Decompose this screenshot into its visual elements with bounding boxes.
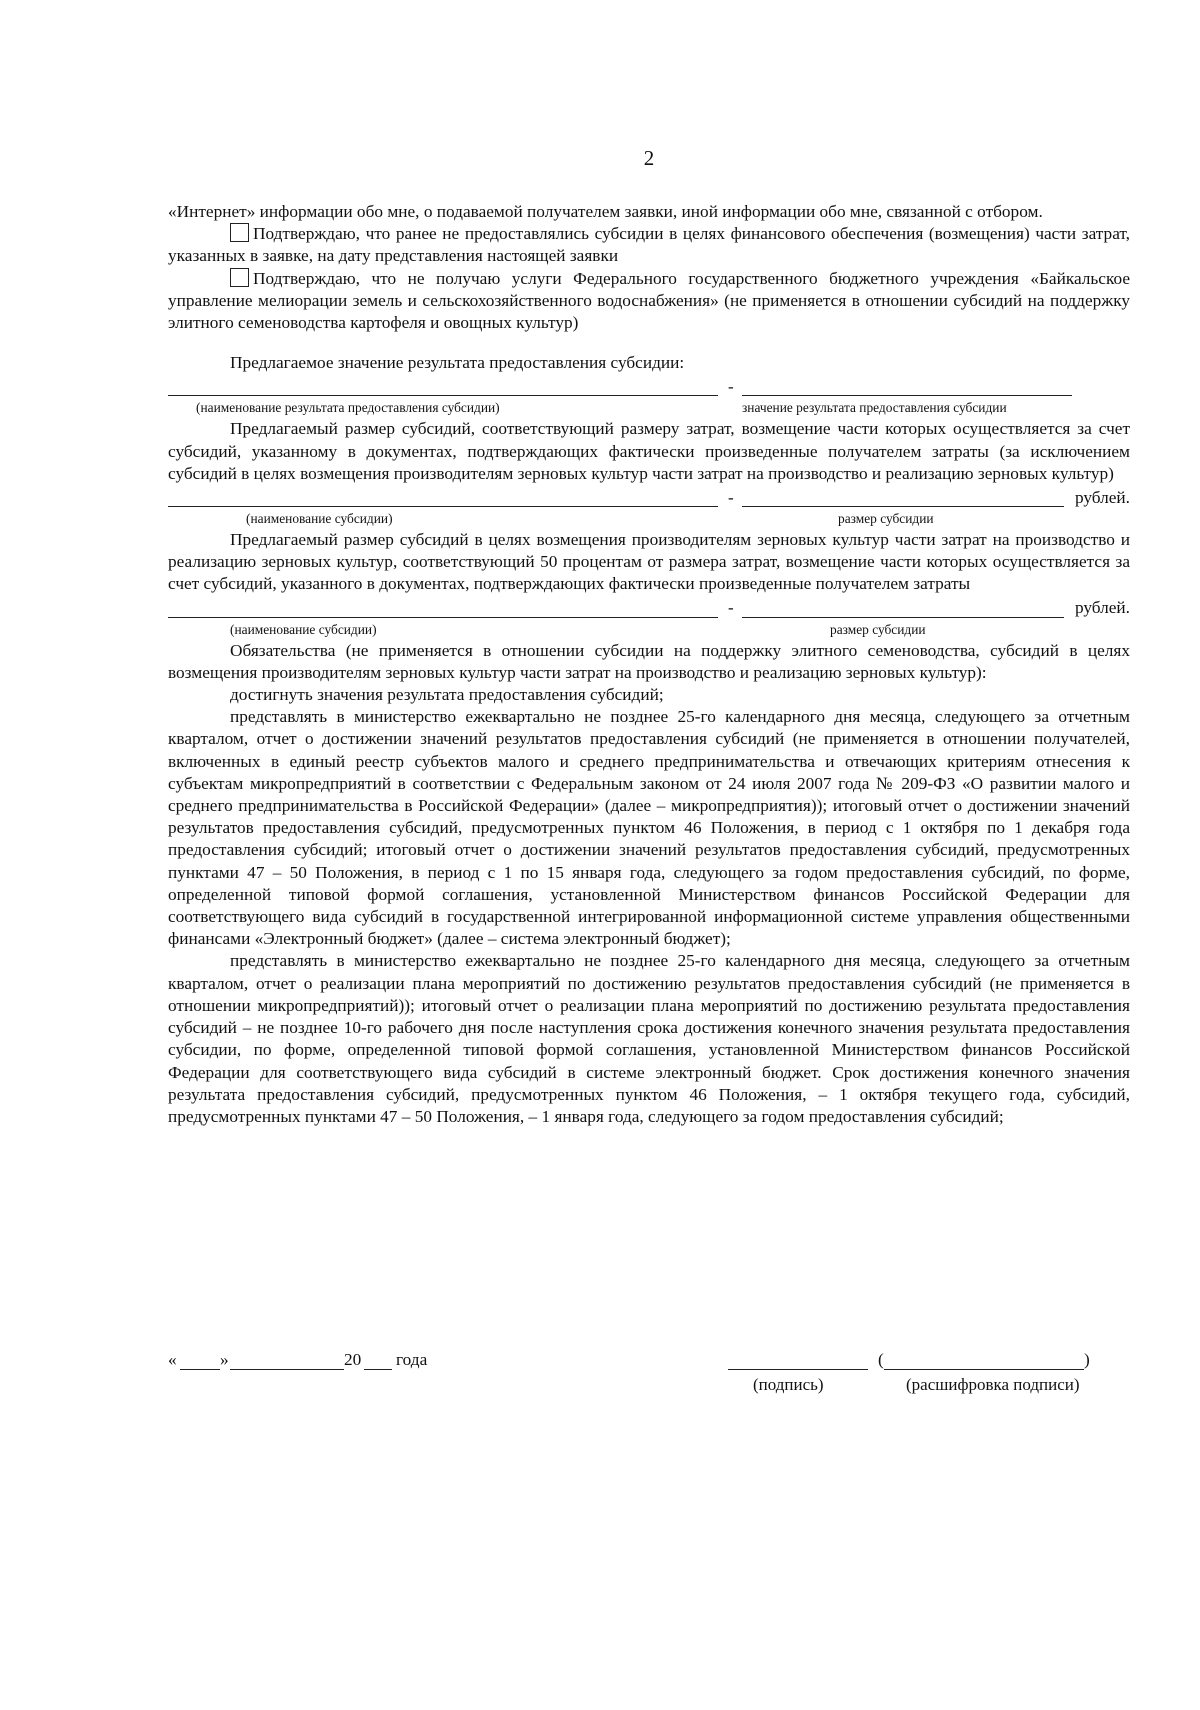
caption-result-name: (наименование результата предоставления субсидии) xyxy=(196,400,500,416)
subsidy-fill-line xyxy=(168,487,1130,509)
obligations-paragraph: Обязательства (не применяется в отношении субсидии на поддержку элитного семеноводства, субсидий в целях возмещения производителям зерновых культур части затрат на производство и реализацию зерновых культур): xyxy=(168,640,1130,682)
checkbox-no-previous-subsidies[interactable] xyxy=(230,223,249,242)
result-name-field[interactable] xyxy=(168,395,718,396)
grain-captions xyxy=(168,620,1130,640)
caption-subsidy-size: размер субсидии xyxy=(838,511,934,527)
grain-subsidy-size-field[interactable] xyxy=(742,617,1064,618)
signature-decoding-field[interactable] xyxy=(884,1369,1084,1370)
caption-signature-decoding: (расшифровка подписи) xyxy=(906,1375,1080,1394)
result-dash: - xyxy=(728,377,734,397)
signature-block xyxy=(168,1349,1130,1409)
result-value-intro: Предлагаемое значение результата предоставления субсидии: xyxy=(230,353,685,373)
caption-grain-subsidy-size: размер субсидии xyxy=(830,621,926,637)
signature-field[interactable] xyxy=(728,1369,868,1370)
confirmation-no-fgbu-services xyxy=(168,268,1130,335)
date-year-field[interactable] xyxy=(364,1369,392,1370)
grain-rub-label: рублей. xyxy=(1074,598,1130,618)
paragraph-internet-info: «Интернет» информации обо мне, о подаваемой получателем заявки, иной информации обо мне, связанной с отбором. xyxy=(168,202,1043,221)
confirmation-no-previous-subsidies xyxy=(168,223,1130,267)
grain-dash: - xyxy=(728,598,734,618)
result-value-field[interactable] xyxy=(742,395,1072,396)
date-quote-open: « xyxy=(168,1350,177,1369)
report-plan-paragraph: представлять в министерство ежеквартально не позднее 25-го календарного дня месяца, следующего за отчетным кварталом, отчет о реализации плана мероприятий по достижению результатов предоставления субсидий (не применяется в отношении микропредприятий)); итоговый отчет о реализации плана мероприятий по достижению результата предоставления субсидий – не позднее 10-го рабочего дня после наступления срока достижения конечного значения результата предоставления субсидии, по форме, определенной типовой формой соглашения, установленной Министерством финансов Российской Федерации для соответствующего вида субсидий в системе электронный бюджет. Срок достижения конечного значения результата предоставления субсидий, предусмотренных пунктом 46 Положения, – 1 октября текущего года, субсидий, предусмотренных пунктами 47 – 50 Положения, – 1 января года, следующего за годом предоставления субсидий; xyxy=(168,951,1130,1126)
confirmation-no-fgbu-services-text: Подтверждаю, что не получаю услуги Федерального государственного бюджетного учреждения «Байкальское управление мелиорации земель и сельскохозяйственного водоснабжения» (не применяется в отношении субсидий на поддержку элитного семеноводства картофеля и овощных культур) xyxy=(168,268,1130,333)
grain-fill-line xyxy=(168,598,1130,620)
caption-result-value: значение результата предоставления субсидии xyxy=(742,400,1007,416)
subsidy-dash: - xyxy=(728,487,734,507)
grain-subsidy-name-field[interactable] xyxy=(168,617,718,618)
subsidy-name-field[interactable] xyxy=(168,506,718,507)
subsidy-size-intro: Предлагаемый размер субсидий, соответствующий размеру затрат, возмещение части которых осуществляется за счет субсидий, указанному в документах, подтверждающих фактически произведенные получателем затраты (за исключением субсидий в целях возмещения производителям зерновых культур части затрат на производство и реализацию зерновых культур) xyxy=(168,419,1130,483)
caption-signature: (подпись) xyxy=(753,1375,824,1394)
checkbox-no-fgbu-services[interactable] xyxy=(230,268,249,287)
document-body xyxy=(168,201,1130,1128)
subsidy-captions xyxy=(168,509,1130,529)
date-year-suffix: года xyxy=(396,1350,428,1369)
signature-paren-open: ( xyxy=(878,1350,884,1369)
result-captions xyxy=(168,398,1130,418)
achieve-paragraph: достигнуть значения результата предоставления субсидий; xyxy=(230,685,664,705)
document-page xyxy=(168,0,1130,1710)
subsidy-size-field[interactable] xyxy=(742,506,1064,507)
date-year-prefix: 20 xyxy=(344,1350,362,1369)
report-results-paragraph: представлять в министерство ежеквартально не позднее 25-го календарного дня месяца, следующего за отчетным кварталом, отчет о достижении значений результатов предоставления субсидий (не применяется в отношении получателей, включенных в единый реестр субъектов малого и среднего предпринимательства и отвечающих критериям отнесения к субъектам микропредприятий в соответствии с Федеральным законом от 24 июля 2007 года № 209-ФЗ «О развитии малого и среднего предпринимательства в Российской Федерации» (далее – микропредприятия)); итоговый отчет о достижении значений результатов предоставления субсидий, предусмотренных пунктом 46 Положения, в период с 1 октября по 1 декабря года предоставления субсидий; итоговый отчет о достижении значений результатов предоставления субсидий, предусмотренных пунктами 47 – 50 Положения, в период с 1 по 15 января года, следующего за годом предоставления субсидий, по форме, определенной типовой формой соглашения, установленной Министерством финансов Российской Федерации для соответствующего вида субсидий в государственной интегрированной информационной системе управления общественными финансами «Электронный бюджет» (далее – система электронный бюджет); xyxy=(168,707,1130,949)
page-number: 2 xyxy=(643,146,655,170)
caption-subsidy-name: (наименование субсидии) xyxy=(246,511,393,527)
signature-paren-close: ) xyxy=(1084,1350,1090,1369)
confirmation-no-previous-subsidies-text: Подтверждаю, что ранее не предоставлялись субсидии в целях финансового обеспечения (возмещения) части затрат, указанных в заявке, на дату представления настоящей заявки xyxy=(168,224,1130,266)
date-quote-close: » xyxy=(220,1350,229,1369)
subsidy-rub-label: рублей. xyxy=(1074,487,1130,507)
result-fill-line xyxy=(168,376,1130,398)
date-month-field[interactable] xyxy=(230,1369,344,1370)
date-day-field[interactable] xyxy=(180,1369,220,1370)
grain-subsidy-intro: Предлагаемый размер субсидий в целях возмещения производителям зерновых культур части затрат на производство и реализацию зерновых культур, соответствующий 50 процентам от размера затрат, возмещение части которых осуществляется за счет субсидий, указанного в документах, подтверждающих фактически произведенные получателем затраты xyxy=(168,530,1130,594)
caption-grain-subsidy-name: (наименование субсидии) xyxy=(230,621,377,637)
